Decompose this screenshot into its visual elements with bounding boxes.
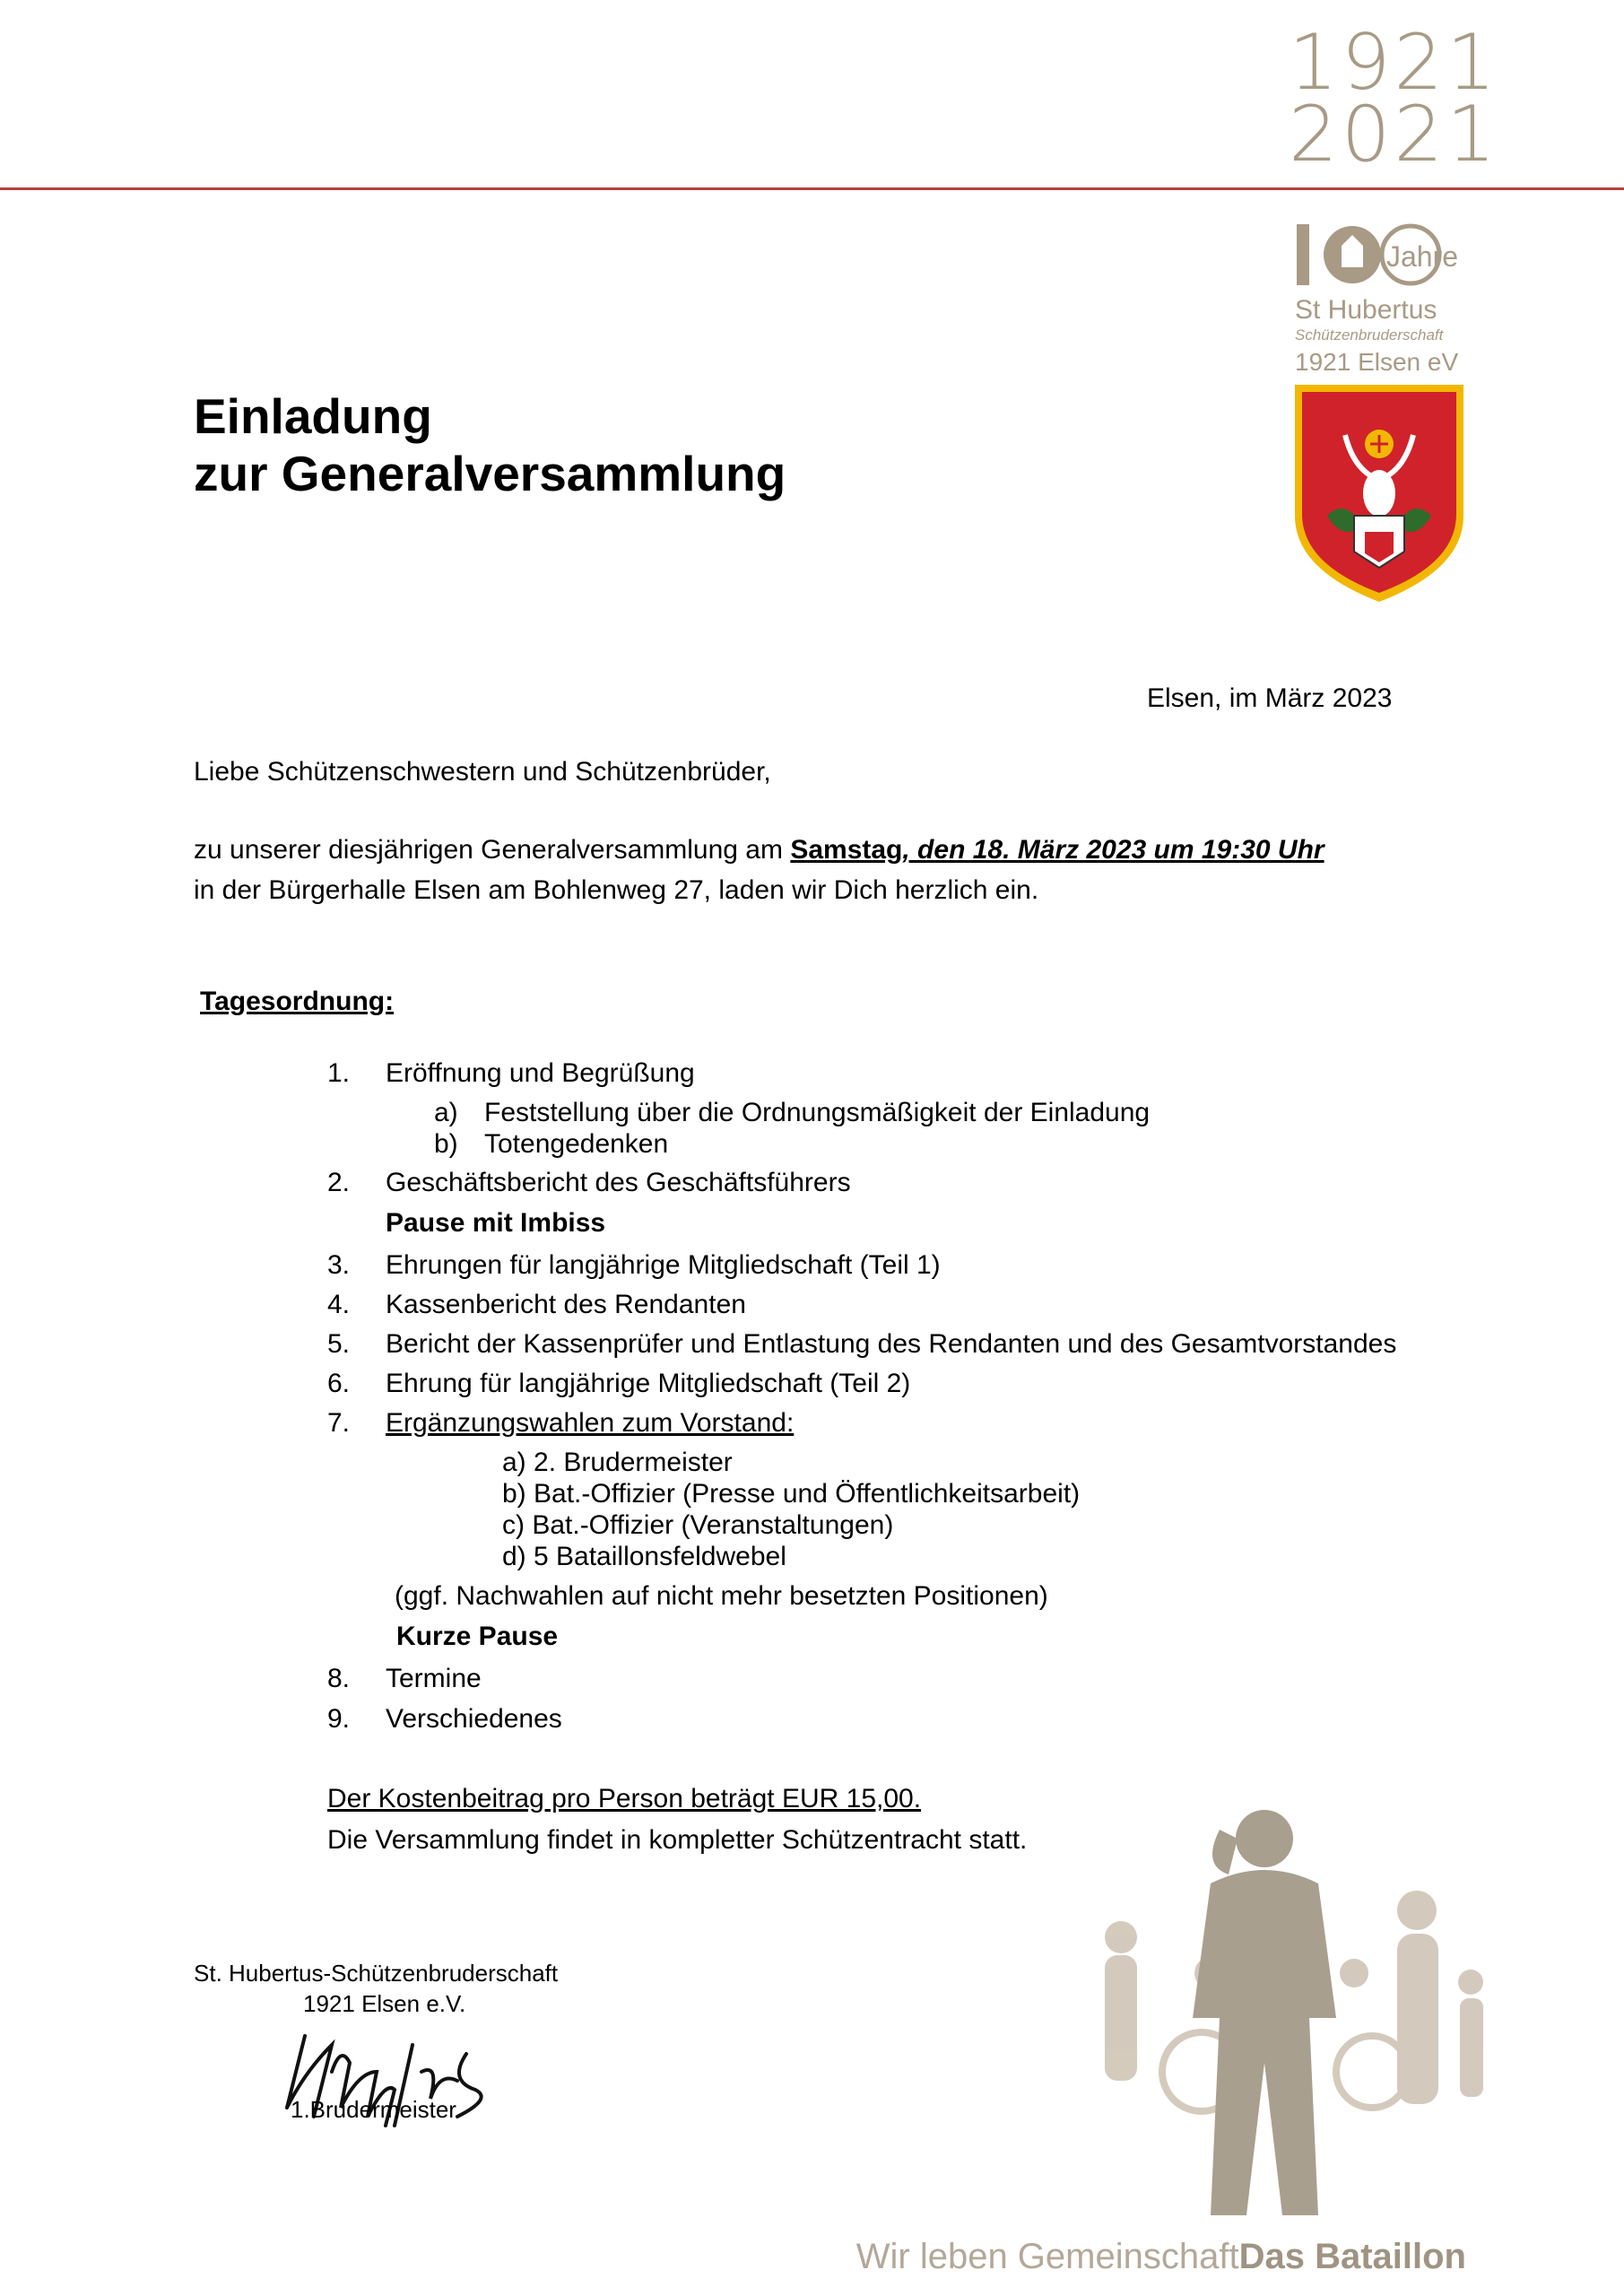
crest-logo [1291,381,1467,605]
slogan-light: Wir leben Gemeinschaft [855,2237,1239,2276]
page-title [194,387,786,502]
year-start: 1921 [1289,18,1499,108]
agenda-item-3: Ehrungen für langjährige Mitgliedschaft (Teil 1) [386,1250,941,1280]
signatory-role: 1.Brudermeister [291,2096,456,2123]
date-line: Elsen, im März 2023 [1147,683,1393,713]
agenda-sub-7d: d) 5 Bataillonsfeldwebel [502,1542,786,1571]
jubilee-logo [1290,213,1496,384]
anniversary-years [1289,18,1499,179]
agenda-item-2: Geschäftsbericht des Geschäftsführers [386,1168,851,1197]
agenda-item-8: Termine [386,1664,482,1693]
people-silhouette-icon [1040,1803,1507,2233]
agenda-sub-7b: b) Bat.-Offizier (Presse und Öffentlichkeitsarbeit) [502,1479,1081,1509]
intro-line-2: in der Bürgerhalle Elsen am Bohlenweg 27, laden wir Dich herzlich ein. [194,875,1039,905]
agenda-num-8: 8. [327,1664,351,1693]
agenda-pause-2: Kurze Pause [396,1622,559,1651]
agenda-heading: Tagesordnung: [200,987,395,1016]
agenda-sub-7c: c) Bat.-Offizier (Veranstaltungen) [502,1510,894,1540]
meeting-day: Samstag [790,835,903,865]
jubilee-founded: 1921 Elsen eV [1295,348,1459,376]
agenda-item-4: Kassenbericht des Rendanten [386,1290,746,1319]
agenda-num-4: 4. [327,1290,351,1319]
title-line-2: zur Generalversammlung [194,446,786,501]
cost-line: Der Kostenbeitrag pro Person beträgt EUR 15,00. [327,1784,922,1813]
agenda-item-7: Ergänzungswahlen zum Vorstand: [386,1408,795,1438]
crest-shield-icon [1291,381,1467,605]
intro-line-1 [194,834,1324,866]
year-end: 2021 [1289,90,1499,179]
org-name-line-1: St. Hubertus-Schützenbruderschaft [194,1960,559,1987]
agenda-item-5: Bericht der Kassenprüfer und Entlastung des Rendanten und des Gesamtvorstandes [386,1329,1397,1359]
agenda-sub-7a: a) 2. Brudermeister [502,1448,733,1477]
agenda-item-7-note: (ggf. Nachwahlen auf nicht mehr besetzten Positionen) [395,1581,1048,1611]
agenda-num-9: 9. [327,1704,351,1734]
greeting: Liebe Schützenschwestern und Schützenbrüder, [194,757,771,787]
jubilee-org: Schützenbruderschaft [1295,326,1444,344]
agenda-num-3: 3. [327,1250,351,1280]
jubilee-word: Jahre [1386,240,1459,273]
agenda-pause-1: Pause mit Imbiss [386,1208,606,1238]
meeting-date: , den 18. März 2023 um 19:30 Uhr [902,835,1324,865]
footer-slogan [856,2235,1466,2278]
intro-prefix: zu unserer diesjährigen Generalversammlung am [194,835,791,865]
title-line-1: Einladung [194,388,432,444]
agenda-sub-1a: Feststellung über die Ordnungsmäßigkeit der Einladung [484,1098,1151,1127]
org-name-line-2: 1921 Elsen e.V. [303,1990,466,2017]
community-silhouette-illustration [1040,1803,1507,2233]
slogan-bold: Das Bataillon [1238,2237,1466,2276]
agenda-num-2: 2. [327,1168,351,1197]
agenda-item-1: Eröffnung und Begrüßung [386,1058,695,1088]
agenda-sub-1b: Totengedenken [484,1129,669,1159]
header-divider [0,187,1624,190]
agenda-num-5: 5. [327,1329,351,1359]
agenda-sub-letter-1a: a) [434,1098,458,1127]
agenda-num-1: 1. [327,1058,351,1088]
jubilee-name: St Hubertus [1295,295,1437,325]
agenda-num-6: 6. [327,1369,351,1398]
agenda-item-6: Ehrung für langjährige Mitgliedschaft (Teil 2) [386,1369,911,1398]
agenda-item-9: Verschiedenes [386,1704,562,1734]
dress-line: Die Versammlung findet in kompletter Schützentracht statt. [327,1825,1028,1855]
agenda-sub-letter-1b: b) [434,1129,458,1159]
agenda-num-7: 7. [327,1408,351,1438]
